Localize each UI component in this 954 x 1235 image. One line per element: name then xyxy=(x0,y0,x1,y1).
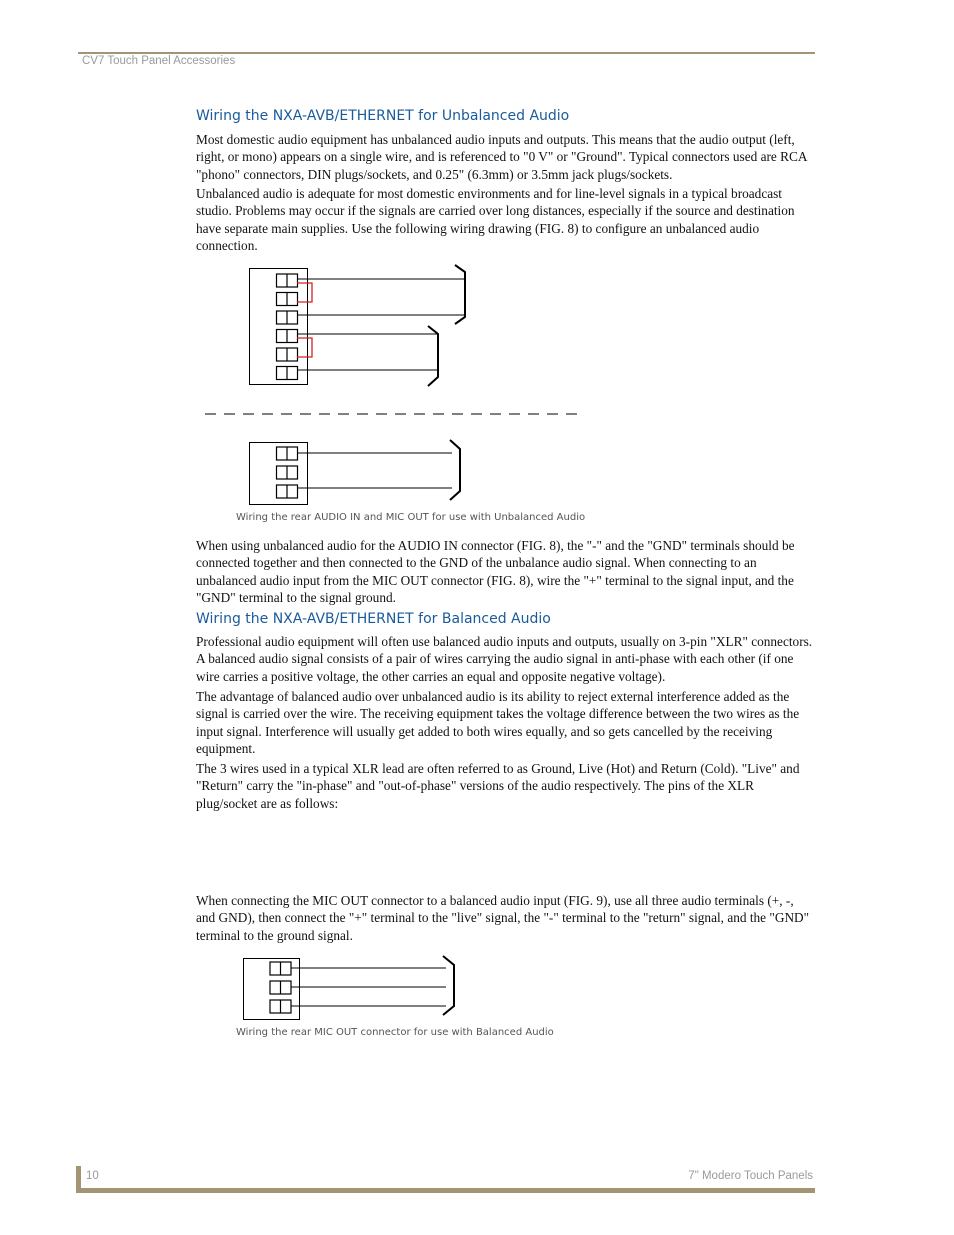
balanced-paragraph-3: The 3 wires used in a typical XLR lead are often referred to as Ground, Live (Hot) and Return (Cold). "Live" and "Return" carry the "in-phase" and "out-of-phase" versions of the audio respectively. The pins of the XLR plug/socket are as follows: xyxy=(196,761,800,811)
header-section-title: CV7 Touch Panel Accessories xyxy=(82,55,236,67)
audio-in-wiring-diagram xyxy=(245,262,475,390)
figure-9-caption: Wiring the rear MIC OUT connector for use with Balanced Audio xyxy=(236,1027,554,1038)
balanced-paragraph-4: When connecting the MIC OUT connector to a balanced audio input (FIG. 9), use all three audio terminals (+, -, and GND), then connect the "+" terminal to the "live" signal, the "-" terminal to the "return" signal, and the "GND" terminal to the ground signal. xyxy=(196,893,810,943)
mic-out-balanced-diagram xyxy=(240,952,465,1024)
footer-rule xyxy=(78,1188,815,1193)
footer-doc-title: 7" Modero Touch Panels xyxy=(688,1170,813,1182)
balanced-paragraph-1: Professional audio equipment will often use balanced audio inputs and outputs, usually on 3-pin "XLR" connectors. A balanced audio signal consists of a pair of wires carrying the audio signal in anti-phase with each other (if one wire carries a positive voltage, the other carries an equal and opposite negative voltage). xyxy=(196,634,813,684)
mic-out-unbalanced-diagram xyxy=(245,437,470,509)
figure-8-caption: Wiring the rear AUDIO IN and MIC OUT for use with Unbalanced Audio xyxy=(236,512,586,523)
jumper-wire-bottom xyxy=(297,338,312,357)
unbalanced-paragraph-1: Most domestic audio equipment has unbalanced audio inputs and outputs. This means that the audio output (left, right, or mono) appears on a single wire, and is referenced to "0 V" or "Ground". Typical connectors used are RCA "phono" connectors, DIN plugs/sockets, and 0.25" (6.3mm) or 3.5mm jack plugs/sockets. xyxy=(196,132,807,182)
balanced-heading: Wiring the NXA-AVB/ETHERNET for Balanced Audio xyxy=(196,611,551,627)
unbalanced-heading: Wiring the NXA-AVB/ETHERNET for Unbalanced Audio xyxy=(196,108,570,124)
page-number: 10 xyxy=(86,1170,99,1182)
unbalanced-paragraph-2: Unbalanced audio is adequate for most domestic environments and for line-level signals in a typical broadcast studio. Problems may occur if the signals are carried over long distances, especially if the source and destination have separate main supplies. Use the following wiring drawing (FIG. 8) to configure an unbalanced audio connection. xyxy=(196,186,795,253)
header-rule xyxy=(78,52,815,54)
section-divider-dashed xyxy=(200,408,590,420)
unbalanced-paragraph-3: When using unbalanced audio for the AUDIO IN connector (FIG. 8), the "-" and the "GND" terminals should be connected together and then connected to the GND of the unbalance audio signal. When connecting to an unbalanced audio input from the MIC OUT connector (FIG. 8), wire the "+" terminal to the signal input, and the "GND" terminal to the signal ground. xyxy=(196,538,795,605)
jumper-wire-top xyxy=(297,283,312,302)
balanced-paragraph-2: The advantage of balanced audio over unbalanced audio is its ability to reject external interference added as the signal is carried over the wire. The receiving equipment takes the voltage difference between the two wires as the input signal. Interference will usually get added to both wires equally, and so gets cancelled by the receiving equipment. xyxy=(196,689,800,756)
